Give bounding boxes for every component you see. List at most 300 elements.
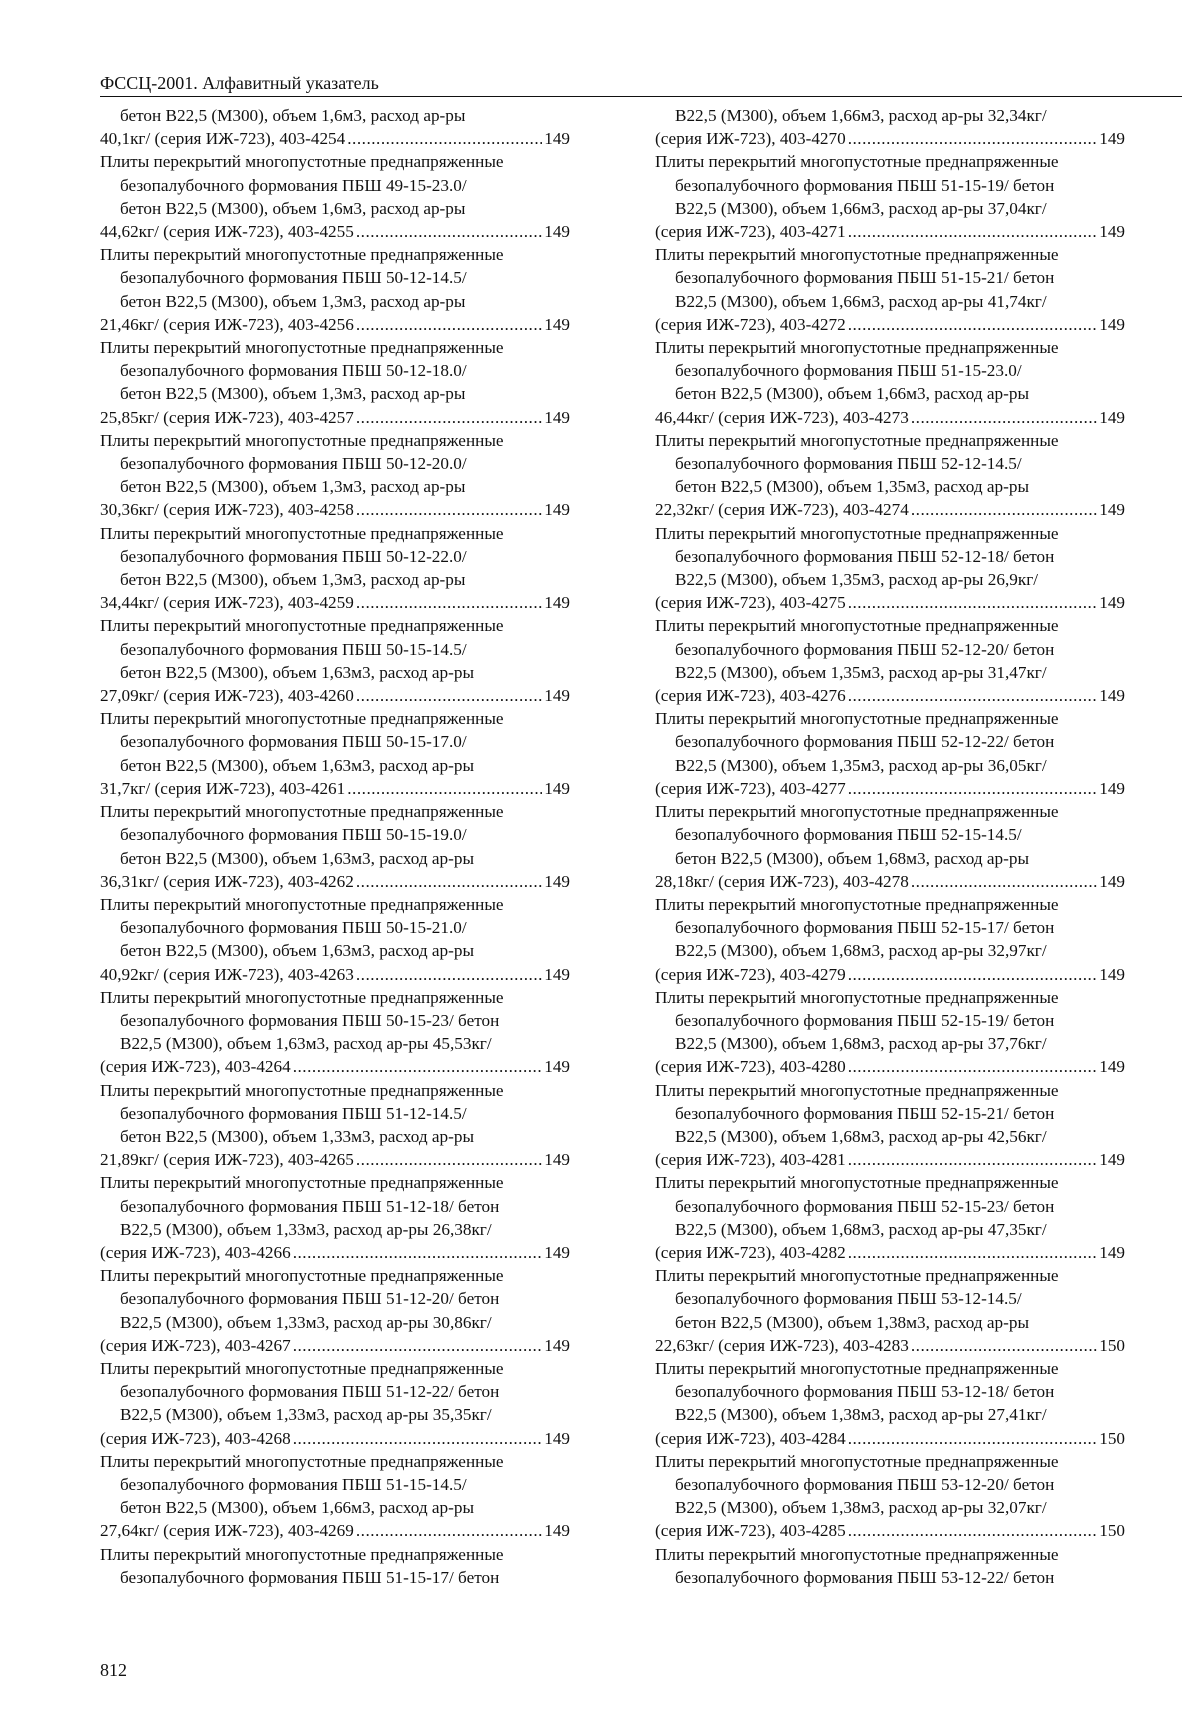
index-entry-text: безопалубочного формования ПБШ 50-15-17.0/ [120,732,467,752]
index-entry-text: бетон В22,5 (М300), объем 1,63м3, расход ар-ры [120,662,474,682]
index-entry-text: 22,32кг/ (серия ИЖ-723), 403-4274 [655,500,909,520]
index-entry-text: В22,5 (М300), объем 1,66м3, расход ар-ры 41,74кг/ [675,291,1047,311]
index-entry-text: (серия ИЖ-723), 403-4270 [655,129,846,149]
index-entry-text: безопалубочного формования ПБШ 50-12-22.0/ [120,546,467,566]
index-entry-heading-line [100,1264,570,1287]
index-entry-line [100,382,570,405]
index-page-ref: 149 [544,1150,570,1170]
index-entry-text: Плиты перекрытий многопустотные преднапряженные [655,894,1059,914]
index-entry-reference-line [100,1055,570,1078]
index-entry-text: безопалубочного формования ПБШ 53-12-18/ бетон [675,1382,1055,1402]
index-entry-text: Плиты перекрытий многопустотные преднапряженные [655,1173,1059,1193]
index-entry-text: безопалубочного формования ПБШ 53-12-22/ бетон [675,1567,1055,1587]
running-header: ФССЦ-2001. Алфавитный указатель [100,73,379,93]
index-page-ref: 149 [544,1521,570,1541]
index-entry-line [655,382,1125,405]
index-entry-line [100,661,570,684]
index-entry-heading-line [655,1543,1125,1566]
dot-leader [356,963,542,986]
dot-leader [848,1519,1098,1542]
index-entry-text: безопалубочного формования ПБШ 53-12-14.5/ [675,1289,1022,1309]
index-entry-heading-line [655,150,1125,173]
index-entry-text: 36,31кг/ (серия ИЖ-723), 403-4262 [100,871,354,891]
index-entry-text: Плиты перекрытий многопустотные преднапряженные [100,802,504,822]
index-entry-text: безопалубочного формования ПБШ 50-12-18.0/ [120,361,467,381]
index-entry-line [655,568,1125,591]
index-entry-line [655,939,1125,962]
index-entry-heading-line [655,336,1125,359]
index-entry-reference-line [655,127,1125,150]
dot-leader [911,1334,1097,1357]
index-page-ref: 149 [1099,871,1125,891]
index-entry-text: (серия ИЖ-723), 403-4272 [655,314,846,334]
index-entry-reference-line [100,591,570,614]
index-page-ref: 149 [1099,1242,1125,1262]
index-page-ref: 150 [1099,1428,1125,1448]
index-entry-line [100,730,570,753]
index-entry-line [100,638,570,661]
index-entry-text: 31,7кг/ (серия ИЖ-723), 403-4261 [100,778,346,798]
index-entry-text: бетон В22,5 (М300), объем 1,3м3, расход ар-ры [120,384,466,404]
index-entry-text: Плиты перекрытий многопустотные преднапряженные [100,709,504,729]
dot-leader [347,777,542,800]
index-entry-text: Плиты перекрытий многопустотные преднапряженные [100,1173,504,1193]
index-entry-text: бетон В22,5 (М300), объем 1,3м3, расход ар-ры [120,477,466,497]
index-entry-reference-line [100,498,570,521]
index-page-ref: 149 [544,1428,570,1448]
index-entry-text: Плиты перекрытий многопустотные преднапряженные [100,1080,504,1100]
index-entry-line [655,754,1125,777]
index-entry-text: 22,63кг/ (серия ИЖ-723), 403-4283 [655,1335,909,1355]
index-entry-reference-line [655,684,1125,707]
index-entry-line [655,847,1125,870]
index-entry-line [100,1125,570,1148]
dot-leader [848,1427,1098,1450]
index-entry-reference-line [655,1519,1125,1542]
index-entry-text: Плиты перекрытий многопустотные преднапряженные [100,152,504,172]
index-entry-text: В22,5 (М300), объем 1,35м3, расход ар-ры 26,9кг/ [675,570,1039,590]
index-page-ref: 149 [544,407,570,427]
page-number: 812 [100,1660,127,1680]
index-entry-text: безопалубочного формования ПБШ 51-12-14.5/ [120,1103,467,1123]
index-entry-heading-line [100,522,570,545]
index-entry-text: 21,46кг/ (серия ИЖ-723), 403-4256 [100,314,354,334]
index-entry-reference-line [100,870,570,893]
index-entry-text: Плиты перекрытий многопустотные преднапряженные [655,616,1059,636]
index-entry-text: (серия ИЖ-723), 403-4284 [655,1428,846,1448]
index-entry-line [655,1218,1125,1241]
index-entry-text: (серия ИЖ-723), 403-4280 [655,1057,846,1077]
index-entry-reference-line [655,498,1125,521]
index-entry-text: Плиты перекрытий многопустотные преднапряженные [655,987,1059,1007]
index-entry-line [655,475,1125,498]
index-entry-line [100,1218,570,1241]
index-entry-text: безопалубочного формования ПБШ 52-12-20/ бетон [675,639,1055,659]
index-entry-text: бетон В22,5 (М300), объем 1,63м3, расход ар-ры [120,848,474,868]
index-entry-text: бетон В22,5 (М300), объем 1,6м3, расход ар-ры [120,198,466,218]
index-entry-text: В22,5 (М300), объем 1,68м3, расход ар-ры 32,97кг/ [675,941,1047,961]
index-entry-reference-line [655,406,1125,429]
index-entry-line [655,1032,1125,1055]
index-entry-text: бетон В22,5 (М300), объем 1,68м3, расход ар-ры [675,848,1029,868]
index-page-ref: 149 [1099,314,1125,334]
index-entry-text: В22,5 (М300), объем 1,33м3, расход ар-ры 26,38кг/ [120,1219,492,1239]
index-entry-text: безопалубочного формования ПБШ 53-12-20/ бетон [675,1474,1055,1494]
dot-leader [848,1055,1098,1078]
index-entry-text: Плиты перекрытий многопустотные преднапряженные [100,987,504,1007]
index-entry-heading-line [655,1264,1125,1287]
index-entry-text: Плиты перекрытий многопустотные преднапряженные [100,616,504,636]
index-entry-line [655,452,1125,475]
index-entry-text: 44,62кг/ (серия ИЖ-723), 403-4255 [100,222,354,242]
dot-leader [848,127,1098,150]
index-entry-text: бетон В22,5 (М300), объем 1,63м3, расход ар-ры [120,755,474,775]
index-entry-text: безопалубочного формования ПБШ 50-12-20.0/ [120,454,467,474]
index-entry-text: Плиты перекрытий многопустотные преднапряженные [655,1544,1059,1564]
index-entry-text: безопалубочного формования ПБШ 51-12-20/ бетон [120,1289,500,1309]
index-entry-heading-line [100,614,570,637]
index-entry-heading-line [100,429,570,452]
dot-leader [848,1241,1098,1264]
dot-leader [356,591,542,614]
index-entry-text: Плиты перекрытий многопустотные преднапряженные [100,1451,504,1471]
index-entry-line [655,1102,1125,1125]
index-entry-text: бетон В22,5 (М300), объем 1,3м3, расход ар-ры [120,291,466,311]
index-entry-heading-line [100,1357,570,1380]
index-entry-text: безопалубочного формования ПБШ 52-12-22/ бетон [675,732,1055,752]
index-page-ref: 149 [544,593,570,613]
index-entry-heading-line [655,986,1125,1009]
index-entry-text: (серия ИЖ-723), 403-4271 [655,222,846,242]
index-entry-text: бетон В22,5 (М300), объем 1,33м3, расход ар-ры [120,1126,474,1146]
dot-leader [848,220,1098,243]
index-entry-text: 40,92кг/ (серия ИЖ-723), 403-4263 [100,964,354,984]
index-entry-line [100,1566,570,1589]
index-entry-reference-line [100,963,570,986]
index-entry-line [655,174,1125,197]
index-entry-line [655,266,1125,289]
index-entry-line [100,290,570,313]
index-entry-text: безопалубочного формования ПБШ 50-15-19.0/ [120,825,467,845]
index-entry-text: В22,5 (М300), объем 1,68м3, расход ар-ры 47,35кг/ [675,1219,1047,1239]
dot-leader [911,406,1097,429]
index-page-ref: 150 [1099,1521,1125,1541]
index-entry-line [100,475,570,498]
dot-leader [356,406,542,429]
dot-leader [911,498,1097,521]
dot-leader [848,591,1098,614]
index-page-ref: 149 [1099,686,1125,706]
index-entry-line [655,916,1125,939]
index-entry-line [100,174,570,197]
index-entry-heading-line [655,1450,1125,1473]
index-entry-text: (серия ИЖ-723), 403-4267 [100,1335,291,1355]
right-column [655,104,1125,1589]
index-entry-text: безопалубочного формования ПБШ 52-12-14.5/ [675,454,1022,474]
index-entry-heading-line [655,1357,1125,1380]
index-entry-text: 21,89кг/ (серия ИЖ-723), 403-4265 [100,1150,354,1170]
index-entry-text: Плиты перекрытий многопустотные преднапряженные [100,1358,504,1378]
index-entry-line [655,1496,1125,1519]
index-entry-text: Плиты перекрытий многопустотные преднапряженные [100,894,504,914]
index-entry-reference-line [100,313,570,336]
index-entry-line [100,1032,570,1055]
index-entry-text: бетон В22,5 (М300), объем 1,35м3, расход ар-ры [675,477,1029,497]
index-page-ref: 149 [544,1242,570,1262]
dot-leader [347,127,542,150]
index-entry-line [100,1009,570,1032]
index-entry-line [655,197,1125,220]
index-entry-text: В22,5 (М300), объем 1,35м3, расход ар-ры 36,05кг/ [675,755,1047,775]
index-entry-text: безопалубочного формования ПБШ 51-15-14.5/ [120,1474,467,1494]
index-entry-text: Плиты перекрытий многопустотные преднапряженные [100,338,504,358]
index-entry-line [655,359,1125,382]
index-entry-text: Плиты перекрытий многопустотные преднапряженные [655,430,1059,450]
index-entry-text: Плиты перекрытий многопустотные преднапряженные [655,709,1059,729]
index-entry-text: 46,44кг/ (серия ИЖ-723), 403-4273 [655,407,909,427]
index-entry-text: безопалубочного формования ПБШ 51-12-22/ бетон [120,1382,500,1402]
index-page-ref: 149 [1099,1150,1125,1170]
index-entry-text: (серия ИЖ-723), 403-4281 [655,1150,846,1170]
index-entry-line [655,545,1125,568]
index-entry-text: безопалубочного формования ПБШ 51-15-19/ бетон [675,175,1055,195]
index-entry-text: безопалубочного формования ПБШ 52-15-23/ бетон [675,1196,1055,1216]
index-entry-heading-line [655,429,1125,452]
index-entry-heading-line [100,1543,570,1566]
index-entry-text: 27,64кг/ (серия ИЖ-723), 403-4269 [100,1521,354,1541]
dot-leader [848,777,1098,800]
index-entry-line [100,1195,570,1218]
index-entry-heading-line [100,986,570,1009]
index-entry-text: Плиты перекрытий многопустотные преднапряженные [655,1266,1059,1286]
index-entry-heading-line [655,800,1125,823]
index-entry-reference-line [655,963,1125,986]
index-entry-text: (серия ИЖ-723), 403-4279 [655,964,846,984]
index-entry-text: (серия ИЖ-723), 403-4282 [655,1242,846,1262]
index-entry-text: (серия ИЖ-723), 403-4275 [655,593,846,613]
index-entry-text: безопалубочного формования ПБШ 52-15-17/ бетон [675,918,1055,938]
index-entry-text: 28,18кг/ (серия ИЖ-723), 403-4278 [655,871,909,891]
index-entry-line [655,823,1125,846]
index-entry-text: (серия ИЖ-723), 403-4264 [100,1057,291,1077]
index-entry-reference-line [655,1148,1125,1171]
index-entry-reference-line [655,313,1125,336]
index-entry-line [100,847,570,870]
index-page-ref: 150 [1099,1335,1125,1355]
index-entry-reference-line [100,1148,570,1171]
dot-leader [356,220,542,243]
index-entry-line [100,1287,570,1310]
index-entry-reference-line [100,1334,570,1357]
index-entry-text: бетон В22,5 (М300), объем 1,66м3, расход ар-ры [120,1498,474,1518]
index-entry-line [100,1496,570,1519]
left-column [100,104,570,1589]
index-entry-text: безопалубочного формования ПБШ 50-15-14.5/ [120,639,467,659]
index-entry-reference-line [100,1427,570,1450]
index-entry-text: В22,5 (М300), объем 1,66м3, расход ар-ры 37,04кг/ [675,198,1047,218]
index-entry-text: безопалубочного формования ПБШ 52-15-21/ бетон [675,1103,1055,1123]
index-entry-line [100,197,570,220]
index-entry-heading-line [100,150,570,173]
index-entry-line [655,1287,1125,1310]
index-entry-line [100,1473,570,1496]
index-entry-line [100,754,570,777]
index-entry-line [655,1009,1125,1032]
index-entry-heading-line [655,893,1125,916]
index-entry-text: (серия ИЖ-723), 403-4277 [655,778,846,798]
index-page-ref: 149 [1099,129,1125,149]
index-entry-reference-line [100,127,570,150]
index-page-ref: 149 [544,871,570,891]
dot-leader [356,1519,542,1542]
index-entry-line [655,1403,1125,1426]
index-entry-text: безопалубочного формования ПБШ 50-12-14.5/ [120,268,467,288]
index-entry-text: В22,5 (М300), объем 1,68м3, расход ар-ры 42,56кг/ [675,1126,1047,1146]
index-entry-text: В22,5 (М300), объем 1,63м3, расход ар-ры 45,53кг/ [120,1034,492,1054]
index-entry-heading-line [100,893,570,916]
index-entry-text: безопалубочного формования ПБШ 51-15-17/ бетон [120,1567,500,1587]
index-page-ref: 149 [1099,593,1125,613]
index-entry-line [100,1380,570,1403]
index-entry-text: (серия ИЖ-723), 403-4266 [100,1242,291,1262]
index-entry-text: 40,1кг/ (серия ИЖ-723), 403-4254 [100,129,346,149]
index-entry-heading-line [100,800,570,823]
index-entry-text: Плиты перекрытий многопустотные преднапряженные [655,802,1059,822]
index-page-ref: 149 [544,686,570,706]
index-entry-line [100,452,570,475]
index-entry-text: Плиты перекрытий многопустотные преднапряженные [100,1266,504,1286]
index-entry-line [100,359,570,382]
index-page-ref: 149 [544,1057,570,1077]
index-entry-heading-line [655,707,1125,730]
index-page-ref: 149 [1099,500,1125,520]
index-entry-text: бетон В22,5 (М300), объем 1,63м3, расход ар-ры [120,941,474,961]
index-entry-text: безопалубочного формования ПБШ 50-15-21.0/ [120,918,467,938]
index-entry-text: В22,5 (М300), объем 1,38м3, расход ар-ры 32,07кг/ [675,1498,1047,1518]
index-entry-line [100,823,570,846]
index-entry-text: (серия ИЖ-723), 403-4268 [100,1428,291,1448]
index-entry-line [100,1102,570,1125]
index-entry-reference-line [100,406,570,429]
index-page-ref: 149 [544,964,570,984]
index-entry-text: безопалубочного формования ПБШ 51-15-23.0/ [675,361,1022,381]
index-entry-reference-line [655,591,1125,614]
index-page-ref: 149 [1099,1057,1125,1077]
index-entry-text: Плиты перекрытий многопустотные преднапряженные [100,1544,504,1564]
index-entry-text: безопалубочного формования ПБШ 52-15-14.5/ [675,825,1022,845]
index-entry-reference-line [100,1241,570,1264]
dot-leader [293,1427,543,1450]
index-entry-reference-line [100,1519,570,1542]
index-entry-heading-line [655,1079,1125,1102]
index-entry-text: 25,85кг/ (серия ИЖ-723), 403-4257 [100,407,354,427]
index-entry-heading-line [100,1171,570,1194]
dot-leader [848,313,1098,336]
index-page-ref: 149 [1099,964,1125,984]
index-entry-heading-line [100,1079,570,1102]
index-entry-line [100,545,570,568]
index-entry-reference-line [655,1055,1125,1078]
index-entry-reference-line [100,777,570,800]
dot-leader [848,684,1098,707]
index-page-ref: 149 [544,222,570,242]
dot-leader [356,684,542,707]
index-entry-text: В22,5 (М300), объем 1,38м3, расход ар-ры 27,41кг/ [675,1405,1047,1425]
header-rule [100,96,1182,97]
index-entry-heading-line [655,522,1125,545]
index-entry-line [655,1125,1125,1148]
index-entry-reference-line [100,220,570,243]
index-entry-text: безопалубочного формования ПБШ 52-15-19/ бетон [675,1010,1055,1030]
dot-leader [356,498,542,521]
dot-leader [356,313,542,336]
index-entry-text: 30,36кг/ (серия ИЖ-723), 403-4258 [100,500,354,520]
dot-leader [848,963,1098,986]
index-entry-text: 34,44кг/ (серия ИЖ-723), 403-4259 [100,593,354,613]
index-entry-heading-line [100,243,570,266]
index-entry-reference-line [655,1241,1125,1264]
index-entry-line [100,266,570,289]
index-entry-text: В22,5 (М300), объем 1,35м3, расход ар-ры 31,47кг/ [675,662,1047,682]
index-entry-text: Плиты перекрытий многопустотные преднапряженные [100,523,504,543]
dot-leader [911,870,1097,893]
index-entry-text: безопалубочного формования ПБШ 51-15-21/ бетон [675,268,1055,288]
dot-leader [293,1055,543,1078]
index-page-ref: 149 [1099,222,1125,242]
index-entry-text: В22,5 (М300), объем 1,33м3, расход ар-ры 30,86кг/ [120,1312,492,1332]
index-entry-line [100,1403,570,1426]
index-entry-reference-line [655,1334,1125,1357]
index-entry-heading-line [655,614,1125,637]
index-entry-line [655,1380,1125,1403]
index-entry-reference-line [100,684,570,707]
dot-leader [848,1148,1098,1171]
index-entry-text: 27,09кг/ (серия ИЖ-723), 403-4260 [100,686,354,706]
index-entry-text: В22,5 (М300), объем 1,66м3, расход ар-ры 32,34кг/ [675,106,1047,125]
index-entry-text: безопалубочного формования ПБШ 49-15-23.0/ [120,175,467,195]
index-entry-line [100,916,570,939]
index-entry-reference-line [655,1427,1125,1450]
index-entry-text: бетон В22,5 (М300), объем 1,6м3, расход ар-ры [120,106,466,125]
index-entry-heading-line [100,1450,570,1473]
index-entry-text: Плиты перекрытий многопустотные преднапряженные [655,1451,1059,1471]
index-entry-line [100,568,570,591]
index-entry-text: В22,5 (М300), объем 1,68м3, расход ар-ры 37,76кг/ [675,1034,1047,1054]
dot-leader [293,1334,543,1357]
index-entry-line [655,638,1125,661]
index-entry-line [100,1311,570,1334]
index-entry-text: безопалубочного формования ПБШ 51-12-18/ бетон [120,1196,500,1216]
index-entry-text: бетон В22,5 (М300), объем 1,38м3, расход ар-ры [675,1312,1029,1332]
index-entry-text: Плиты перекрытий многопустотные преднапряженные [655,1358,1059,1378]
index-entry-text: (серия ИЖ-723), 403-4285 [655,1521,846,1541]
index-entry-heading-line [655,243,1125,266]
index-entry-text: бетон В22,5 (М300), объем 1,66м3, расход ар-ры [675,384,1029,404]
dot-leader [293,1241,543,1264]
index-entry-text: безопалубочного формования ПБШ 52-12-18/ бетон [675,546,1055,566]
index-page-ref: 149 [544,1335,570,1355]
index-page-ref: 149 [544,314,570,334]
index-entry-line [655,1195,1125,1218]
index-page-ref: 149 [544,500,570,520]
index-entry-reference-line [655,220,1125,243]
index-entry-reference-line [655,777,1125,800]
index-page-ref: 149 [1099,778,1125,798]
index-entry-line [100,939,570,962]
index-entry-line [655,290,1125,313]
index-page-ref: 149 [1099,407,1125,427]
index-entry-text: (серия ИЖ-723), 403-4276 [655,686,846,706]
